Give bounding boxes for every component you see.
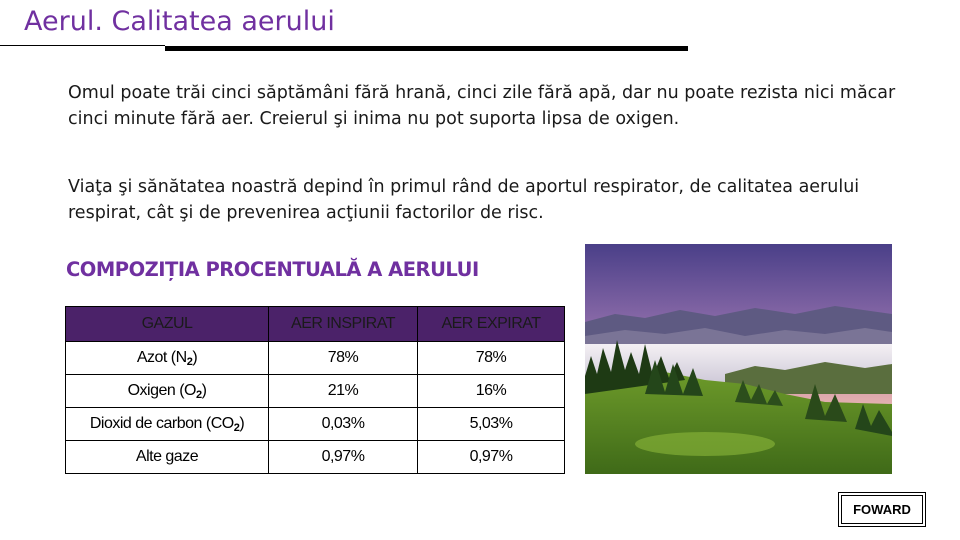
table-header-row [66, 307, 565, 342]
table-row [66, 342, 565, 375]
forward-button[interactable] [838, 492, 926, 527]
table-row [66, 375, 565, 408]
section-heading: COMPOZIȚIA PROCENTUALĂ A AERULUI [66, 258, 479, 281]
intro-paragraph: Omul poate trăi cinci săptămâni fără hrană, cinci zile fără apă, dar nu poate rezista nici măcar cinci minute fără aer. Creierul şi inima nu pot suporta lipsa de oxigen. [68, 83, 896, 129]
table-row [66, 441, 565, 474]
expired-cell: 16% [418, 375, 565, 408]
page-title: Aerul. Calitatea aerului [24, 6, 335, 37]
expired-cell: 0,97% [418, 441, 565, 474]
inspired-cell: 21% [269, 375, 418, 408]
mountain-forest-image [585, 244, 892, 474]
inspired-cell: 0,97% [269, 441, 418, 474]
gas-cell: Azot $(N_2)$ [66, 342, 269, 375]
gas-cell: Oxigen $(O_2)$ [66, 375, 269, 408]
forward-button-label: FOWARD [841, 495, 923, 524]
air-composition-table [65, 306, 565, 474]
header-expired: AER EXPIRAT [418, 307, 565, 342]
inspired-cell: 78% [269, 342, 418, 375]
landscape-photo [585, 244, 892, 474]
title-underline [165, 46, 688, 51]
expired-cell: 78% [418, 342, 565, 375]
expired-cell: 5,03% [418, 408, 565, 441]
second-paragraph: Viaţa şi sănătatea noastră depind în primul rând de aportul respirator, de calitatea aerului respirat, cât şi de prevenirea acţiunii factorilor de risc. [68, 177, 860, 223]
gas-cell: Dioxid de carbon $(CO_2)$ [66, 408, 269, 441]
title-underline-thin [0, 45, 165, 46]
inspired-cell: 0,03% [269, 408, 418, 441]
header-gas: GAZUL [66, 307, 269, 342]
table-row [66, 408, 565, 441]
header-inspired: AER INSPIRAT [269, 307, 418, 342]
gas-cell: Alte gaze [66, 441, 269, 474]
